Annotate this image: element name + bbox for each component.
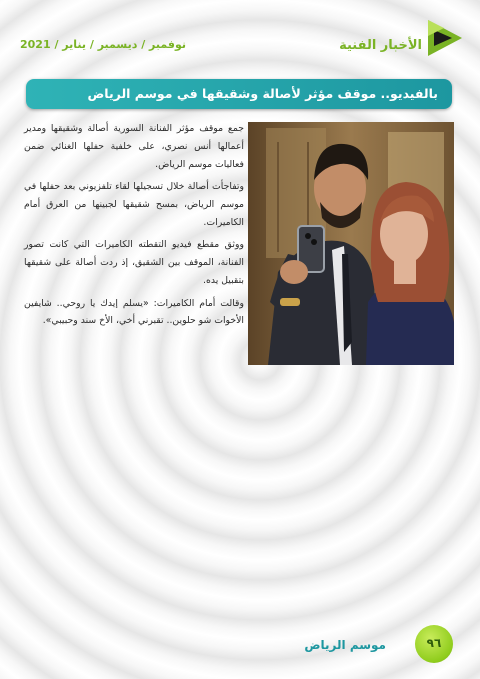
article-paragraph-2: وتفاجأت أصالة خلال تسجيلها لقاء تلفزيوني بعد حفلها في موسم الرياض، بمسح شقيقها لجبينها من العرق أمام الكاميرات. xyxy=(24,181,244,228)
article-body-column xyxy=(24,120,244,335)
article-title: بالفيديو.. موقف مؤثر لأصالة وشقيقها في موسم الرياض xyxy=(87,86,438,101)
article-paragraph-3: ووثق مقطع فيديو التقطته الكاميرات التي كانت تصور الفنانة، الموقف بين الشقيق، إذ ردت أصالة على شقيقها بتقبيل يده. xyxy=(24,239,244,286)
section-label: موسم الرياض xyxy=(304,638,386,652)
page-number-badge xyxy=(415,625,453,663)
article-title-bar xyxy=(26,79,452,109)
page-number: ٩٦ xyxy=(426,636,442,650)
selfie-illustration xyxy=(248,122,454,365)
article-paragraph-4: وقالت أمام الكاميرات: «يسلم إيدك يا روحي.. شايفين الأخوات شو حلوين.. تقبرني أخي، الأخ سند وحبيبي». xyxy=(24,297,244,327)
logo-play-icon xyxy=(422,16,466,60)
logo xyxy=(339,16,466,60)
issue-date: نوفمبر / ديسمبر / يناير / 2021 xyxy=(20,38,186,51)
article-paragraph-1: جمع موقف مؤثر الفنانة السورية أصالة وشقيقها ومدير أعمالها أنس نصري، على خلفية حفلها الغنائي ضمن فعاليات موسم الرياض. xyxy=(24,123,244,170)
article-photo xyxy=(248,122,454,365)
logo-text: الأخبار الفنية xyxy=(339,38,422,53)
